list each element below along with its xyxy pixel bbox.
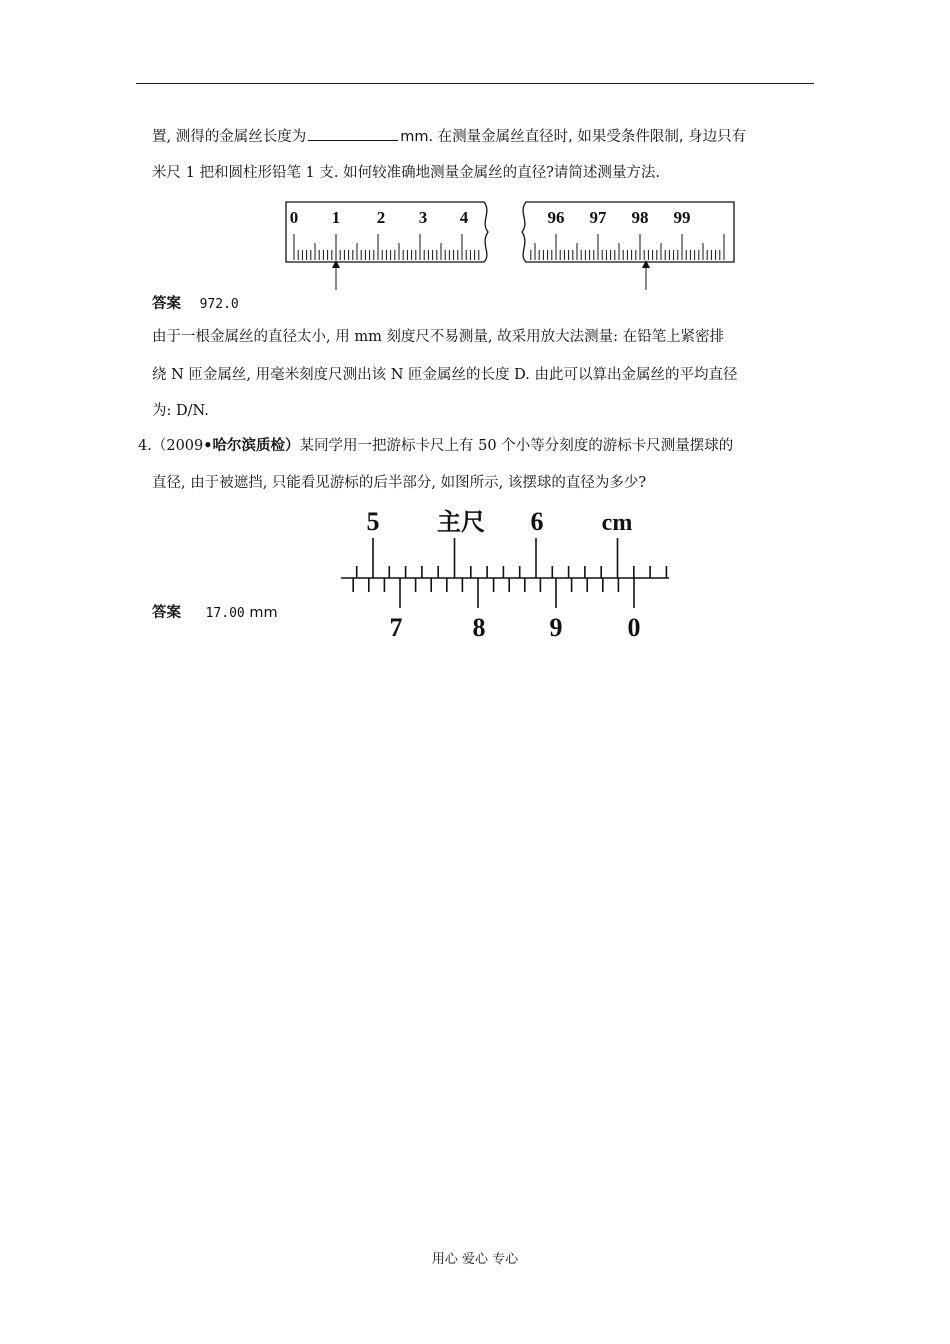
right-arrow-head bbox=[642, 260, 650, 268]
answer-blank bbox=[308, 126, 398, 141]
left-arrow-head bbox=[332, 260, 340, 268]
vernier-label-9: 9 bbox=[549, 613, 563, 642]
right-ruler-label-98: 98 bbox=[631, 208, 649, 227]
vernier-figure bbox=[335, 500, 680, 645]
q4-line-2: 直径, 由于被遮挡, 只能看见游标的后半部分, 如图所示, 该摆球的直径为多少? bbox=[152, 475, 647, 491]
q3-answer-label: 答案 bbox=[152, 296, 181, 312]
page-footer: 用心 爱心 专心 bbox=[431, 1252, 519, 1267]
q3-answer-value: 972.0 bbox=[199, 297, 239, 312]
left-ruler-label-3: 3 bbox=[418, 208, 428, 227]
q4-line-1 bbox=[138, 436, 733, 456]
right-ruler-label-96: 96 bbox=[547, 208, 565, 227]
header-rule bbox=[136, 83, 814, 84]
q3-explain-1: 由于一根金属丝的直径太小, 用 mm 刻度尺不易测量, 故采用放大法测量: 在铅笔上紧密排 bbox=[152, 329, 725, 345]
q3-line-1-text-b: mm. 在测量金属丝直径时, 如果受条件限制, 身边只有 bbox=[400, 129, 747, 145]
main-scale-unit: cm bbox=[601, 510, 633, 536]
main-scale-label-5: 5 bbox=[366, 507, 380, 536]
q4-source-name: 哈尔滨质检 bbox=[212, 438, 286, 454]
left-ruler-label-0: 0 bbox=[289, 208, 299, 227]
main-scale-title: 主尺 bbox=[437, 508, 485, 536]
left-ruler-label-1: 1 bbox=[331, 208, 341, 227]
left-ruler-label-4: 4 bbox=[459, 208, 469, 227]
q4-answer-value: 17.00 bbox=[205, 606, 245, 621]
q3-line-1-text-a: 置, 测得的金属丝长度为 bbox=[152, 129, 307, 145]
q3-explain-3: 为: D/N. bbox=[152, 403, 209, 419]
q3-explain-2: 绕 N 匝金属丝, 用毫米刻度尺测出该 N 匝金属丝的长度 D. 由此可以算出金属丝的平均直径 bbox=[152, 367, 738, 383]
vernier-label-0: 0 bbox=[627, 613, 641, 642]
q3-line-2: 米尺 1 把和圆柱形铅笔 1 支. 如何较准确地测量金属丝的直径?请简述测量方法. bbox=[152, 165, 660, 181]
q4-text-1: 某同学用一把游标卡尺上有 50 个小等分刻度的游标卡尺测量摆球的 bbox=[299, 438, 734, 454]
q3-answer bbox=[152, 294, 239, 315]
right-ruler-label-97: 97 bbox=[589, 208, 607, 227]
q4-answer-label: 答案 bbox=[152, 605, 181, 621]
q4-answer bbox=[152, 603, 278, 624]
right-ruler-label-99: 99 bbox=[673, 208, 691, 227]
q4-answer-unit: mm bbox=[249, 605, 278, 621]
vernier-label-7: 7 bbox=[389, 613, 403, 642]
ruler-figure bbox=[280, 198, 740, 293]
q3-line-1 bbox=[152, 126, 746, 147]
q4-source-open: （2009 bbox=[151, 438, 204, 454]
vernier-label-8: 8 bbox=[472, 613, 486, 642]
q4-number: 4. bbox=[138, 438, 152, 454]
q4-source-close: ） bbox=[285, 437, 300, 454]
q4-source-dot: • bbox=[203, 437, 213, 454]
left-ruler-label-2: 2 bbox=[376, 208, 386, 227]
main-scale-label-6: 6 bbox=[530, 507, 544, 536]
